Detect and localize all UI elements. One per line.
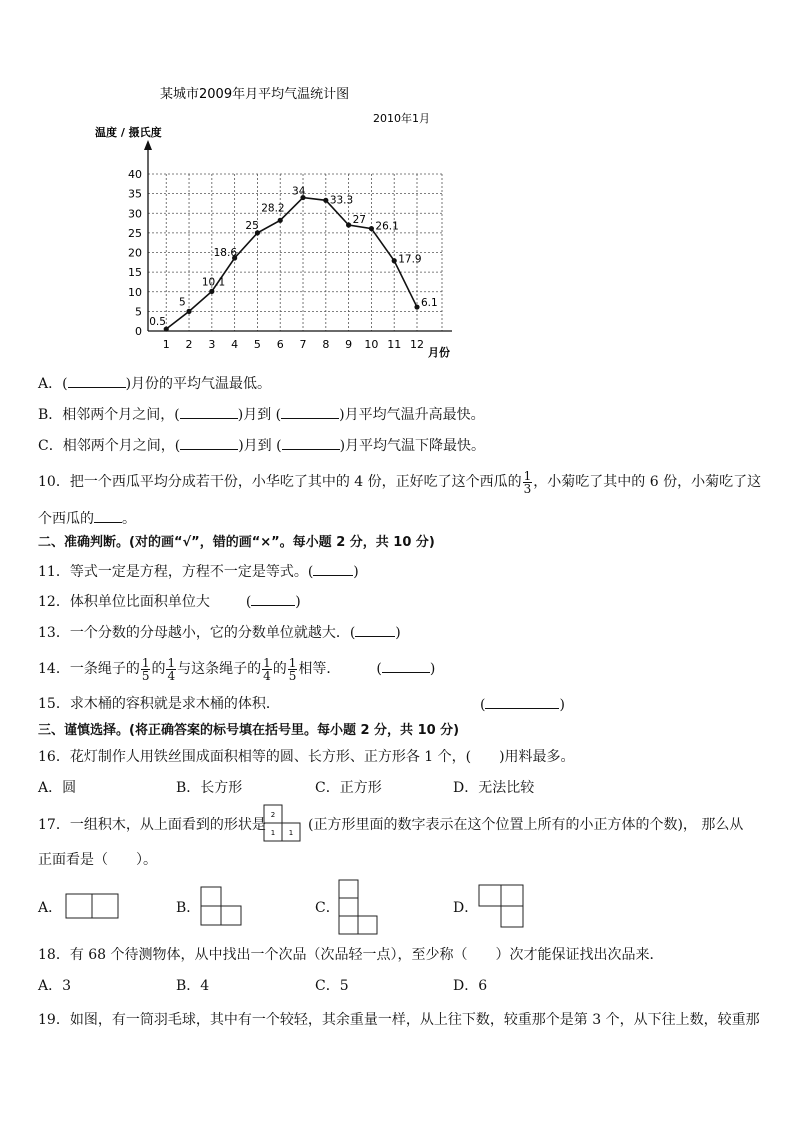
frac-num: 1: [288, 655, 297, 670]
q9-c-text-mid: )月到 (: [238, 438, 282, 454]
data-label: 5: [179, 296, 186, 309]
q9-b-text-mid: )月到 (: [237, 407, 282, 423]
q15: [38, 694, 280, 714]
top-view-count: 1: [270, 829, 276, 837]
x-tick-label: 12: [410, 338, 424, 351]
y-tick-label: 15: [128, 266, 142, 280]
q13-blank[interactable]: [355, 622, 395, 637]
frac-den: 3: [523, 481, 532, 496]
q18-option-c[interactable]: C．5: [315, 978, 349, 994]
y-tick-label: 0: [135, 325, 142, 338]
q18-option-a[interactable]: A．3: [38, 978, 72, 994]
y-tick-label: 35: [128, 187, 142, 201]
q18-option-d[interactable]: D．6: [453, 978, 488, 994]
frac-den: 4: [263, 668, 271, 683]
q17-option-d[interactable]: D．: [453, 900, 479, 916]
q10-line-1: [38, 468, 761, 496]
top-view-count: 1: [288, 829, 294, 837]
q15-open: (: [480, 697, 486, 713]
q10-line-2: 个西瓜的 。: [38, 508, 136, 529]
frac-den: 5: [288, 668, 297, 683]
q9-c-text-end: )月平均气温下降最快。: [339, 438, 486, 454]
temperature-line: [166, 198, 417, 329]
q14-text: 14．一条绳子的: [38, 661, 140, 677]
q17-line-1: [38, 815, 266, 835]
q14-text-3: 与这条绳子的: [177, 661, 262, 677]
q13-close: ): [395, 625, 401, 641]
data-label: 34: [292, 185, 306, 198]
x-tick-label: 3: [208, 338, 216, 351]
q11-blank[interactable]: [313, 561, 353, 576]
q14-frac-2: [166, 657, 176, 682]
x-tick-label: 7: [299, 338, 307, 351]
q11-text: 11．等式一定是方程，方程不一定是等式。(: [38, 564, 314, 580]
q15-answer: [480, 694, 565, 715]
q9-a-blank[interactable]: [68, 373, 126, 388]
q16-option-b[interactable]: B．长方形: [176, 780, 243, 796]
q9-a-text-end: )月份的平均气温最低。: [125, 376, 272, 392]
q17-option-b-figure: [200, 886, 245, 928]
q17-option-a[interactable]: A．: [38, 900, 63, 916]
chart-title: 某城市2009年月平均气温统计图: [160, 87, 350, 102]
q19-text: 19．如图，有一筒羽毛球，其中有一个较轻，其余重量一样，从上往下数，较重那个是第 3 个，从下往上数，较重那: [38, 1012, 760, 1028]
q9-c-blank-1[interactable]: [180, 435, 238, 450]
q18-text: 18．有 68 个待测物体，从中找出一个次品（次品轻一点），至少称（ ）次才能保证找出次品来．: [38, 947, 664, 963]
y-tick-label: 40: [128, 168, 142, 181]
q9-b-blank-2[interactable]: [281, 404, 339, 419]
q14-text-4: 的: [272, 661, 287, 677]
frac-den: 4: [167, 668, 176, 683]
q14-text-5: 相等．: [298, 661, 341, 677]
q15-text: 15．求木桶的容积就是求木桶的体积．: [38, 696, 280, 712]
q17-option-a-figure: [65, 893, 120, 921]
x-tick-label: 9: [345, 338, 353, 351]
q9-c-text: C．相邻两个月之间，(: [38, 438, 181, 454]
q17-option-b[interactable]: B．: [176, 900, 201, 916]
q10-fraction: [523, 470, 533, 495]
x-tick-label: 6: [276, 338, 284, 351]
y-tick-label: 5: [135, 305, 142, 319]
q10-line2-text: 个西瓜的: [38, 511, 94, 527]
q9-b-text-end: )月平均气温升高最快。: [339, 407, 485, 423]
data-label: 26.1: [375, 220, 399, 233]
chart-subtitle: 2010年1月: [373, 112, 430, 125]
q17-option-d-figure: [478, 884, 526, 930]
q17-top-view-figure: [263, 804, 303, 842]
data-point: [209, 289, 214, 294]
q10-text-end: ，小菊吃了其中的 6 份，小菊吃了这: [533, 474, 762, 490]
q9-option-a: [38, 373, 271, 394]
data-label: 10.1: [201, 276, 226, 289]
q12-close: ): [295, 594, 301, 610]
x-tick-label: 4: [231, 338, 239, 351]
frac-num: 1: [141, 655, 150, 670]
q9-option-c: [38, 435, 485, 456]
top-view-count: 2: [270, 811, 276, 819]
x-tick-label: 5: [253, 338, 261, 351]
q13: [38, 622, 401, 643]
data-point: [186, 309, 191, 314]
x-tick-label: 8: [322, 338, 330, 351]
y-tick-label: 30: [128, 207, 142, 221]
q14-frac-3: [262, 657, 272, 682]
x-axis-label: 月份: [428, 346, 450, 359]
q10-blank[interactable]: [94, 508, 122, 523]
data-point: [392, 258, 397, 263]
q14-frac-4: [288, 657, 298, 682]
data-label: 25: [245, 219, 259, 232]
q14-text-2: 的: [151, 661, 166, 677]
y-tick-label: 25: [128, 226, 142, 240]
x-tick-label: 11: [387, 338, 402, 351]
temperature-chart: [80, 78, 480, 370]
y-axis-label: 温度 / 摄氏度: [95, 126, 162, 139]
data-label: 0.5: [149, 316, 166, 329]
q17-option-c[interactable]: C．: [315, 900, 340, 916]
x-tick-label: 1: [162, 338, 170, 351]
data-label: 17.9: [398, 253, 422, 266]
q15-blank[interactable]: [485, 694, 559, 709]
q9-b-blank-1[interactable]: [180, 404, 238, 419]
q14: [38, 655, 435, 683]
q17-option-c-figure: [338, 879, 380, 937]
q12-blank[interactable]: [251, 591, 295, 606]
x-tick-label: 10: [364, 338, 379, 351]
q16-text: 16．花灯制作人用铁丝围成面积相等的圆、长方形、正方形各 1 个，( )用料最多。: [38, 749, 575, 765]
y-tick-label: 20: [128, 246, 142, 260]
q14-frac-1: [141, 657, 151, 682]
q14-close: ): [429, 661, 436, 677]
data-label: 6.1: [421, 297, 438, 310]
q9-c-blank-2[interactable]: [282, 435, 340, 450]
data-point: [414, 304, 419, 309]
q9-b-text: B．相邻两个月之间，(: [38, 407, 180, 423]
q18-option-b[interactable]: B．4: [176, 978, 210, 994]
q13-text: 13．一个分数的分母越小，它的分数单位就越大．(: [38, 625, 356, 641]
q11-close: ): [353, 564, 359, 580]
q16-option-c[interactable]: C．正方形: [315, 780, 382, 796]
data-point: [346, 222, 351, 227]
q16-option-d[interactable]: D．无法比较: [453, 780, 535, 796]
data-label: 27: [352, 214, 366, 227]
x-tick-label: 2: [185, 338, 193, 351]
frac-num: 1: [167, 655, 176, 670]
q15-close: ): [559, 697, 565, 713]
section-2-heading: 二、准确判断。(对的画“√”，错的画“×”。每小题 2 分，共 10 分): [38, 535, 435, 550]
q11: [38, 561, 359, 582]
data-label: 33.3: [329, 194, 354, 207]
frac-num: 1: [263, 655, 271, 670]
q16-option-a[interactable]: A．圆: [38, 780, 77, 796]
q9-option-b: [38, 404, 485, 425]
q17-text: 17．一组积木，从上面看到的形状是: [38, 817, 266, 833]
q17-text-end: (正方形里面的数字表示在这个位置上所有的小正方体的个数)， 那么从: [308, 817, 744, 833]
y-tick-label: 10: [128, 285, 142, 299]
data-point: [323, 198, 328, 203]
section-3-heading: 三、谨慎选择。(将正确答案的标号填在括号里。每小题 2 分，共 10 分): [38, 723, 460, 738]
q12-text: 12．体积单位比面积单位大: [38, 594, 210, 610]
data-label: 28.2: [261, 202, 285, 215]
q9-a-text: A．(: [38, 376, 68, 392]
data-point: [278, 218, 283, 223]
frac-den: 5: [141, 668, 150, 683]
frac-num: 1: [523, 468, 532, 483]
data-label: 18.6: [213, 246, 238, 259]
q10-text: 10．把一个西瓜平均分成若干份，小华吃了其中的 4 份，正好吃了这个西瓜的: [38, 474, 522, 490]
data-point: [369, 226, 374, 231]
q14-open: (: [376, 661, 382, 677]
y-axis-arrow: [144, 140, 152, 150]
q14-blank[interactable]: [382, 658, 430, 673]
q17-line-2: 正面看是（ ）。: [38, 852, 157, 868]
q12: [38, 591, 301, 612]
q12-open: (: [245, 594, 252, 610]
